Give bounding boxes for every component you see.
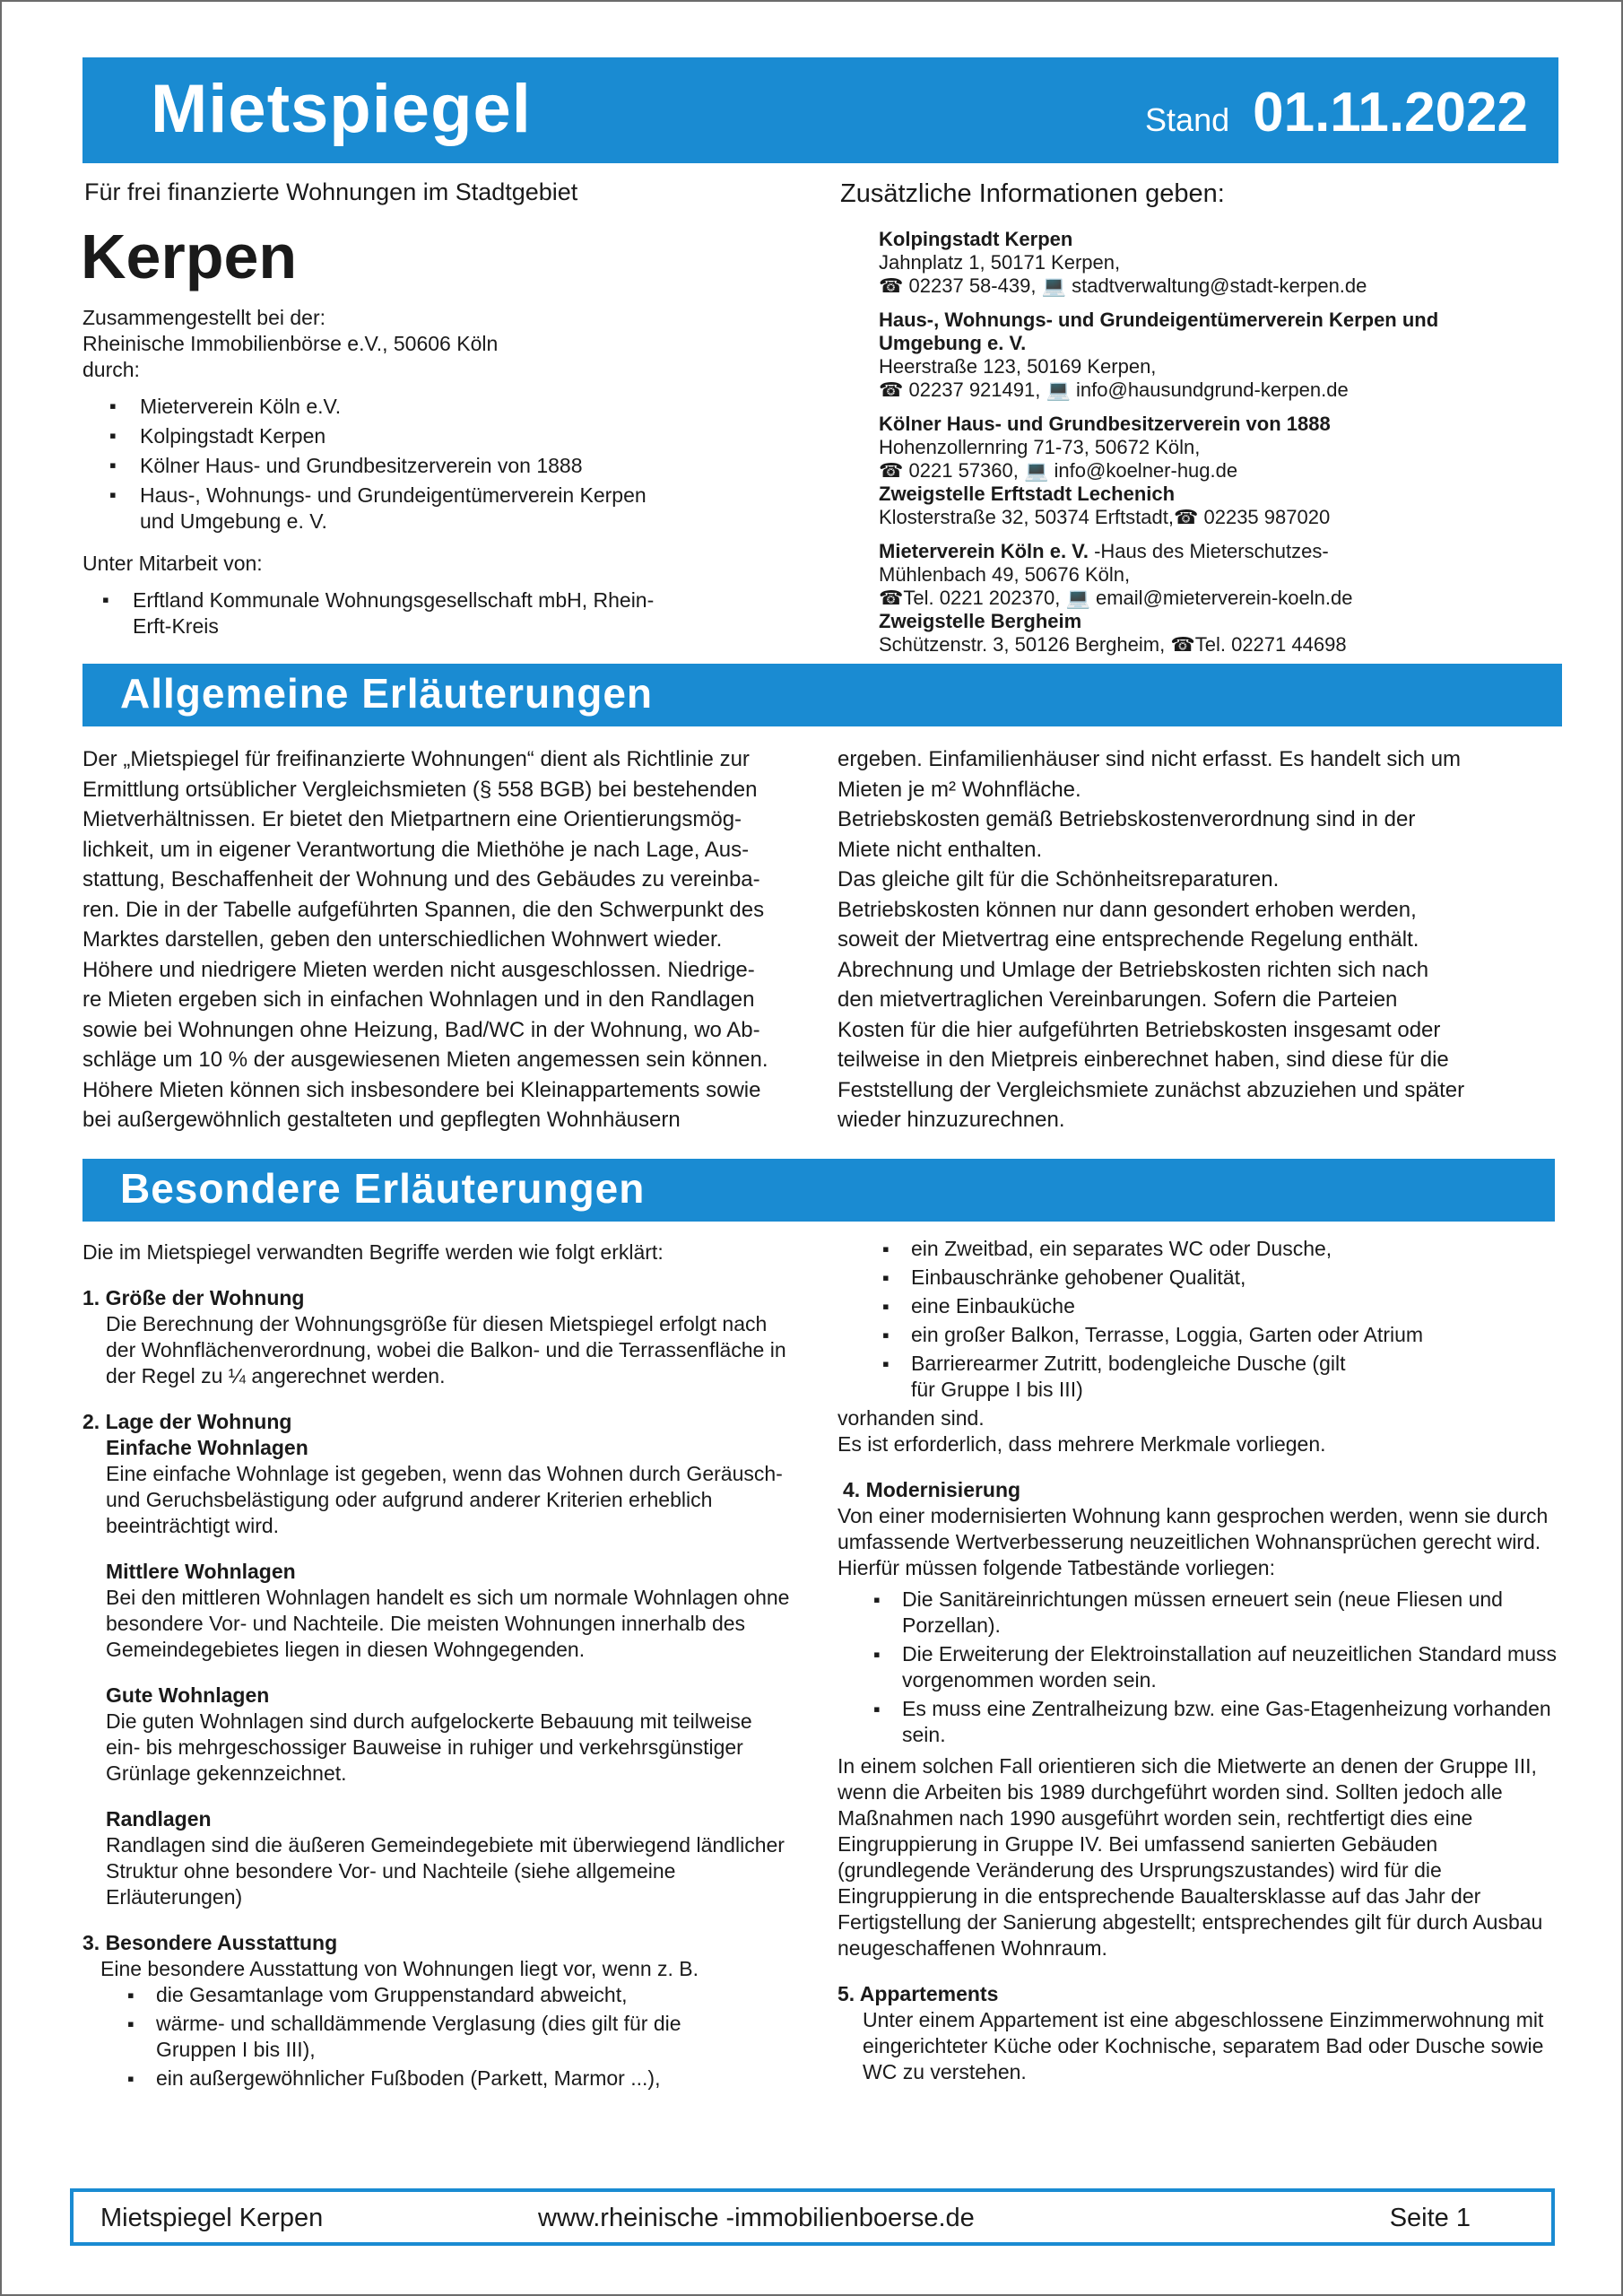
subtitle: Für frei finanzierte Wohnungen im Stadtgebiet: [84, 178, 578, 205]
phone-icon: ☎: [879, 378, 904, 401]
text-line: ren. Die in der Tabelle aufgeführten Spannen, die den Schwerpunkt des: [82, 897, 765, 922]
section-text: vorhanden sind.: [838, 1406, 985, 1430]
section-title: 5. Appartements: [838, 1982, 999, 2005]
subsection-title: Mittlere Wohnlagen: [106, 1560, 296, 1583]
list-item: ▪ ein außergewöhnlicher Fußboden (Parkett, Marmor ...),: [127, 2066, 692, 2092]
phone-icon: ☎: [879, 274, 904, 297]
branch-phone: 02235 987020: [1203, 506, 1331, 528]
computer-icon: 💻: [1065, 587, 1090, 609]
subsection-title: Gute Wohnlagen: [106, 1683, 270, 1707]
section-5: [838, 1981, 1560, 2085]
contact-phone: Tel. 0221 202370,: [903, 587, 1061, 609]
contact-name: Kölner Haus- und Grundbesitzerverein von 1888: [879, 413, 1331, 435]
text-line: Mieten je m² Wohnfläche.: [838, 777, 1081, 802]
text-line: Höhere und niedrigere Mieten werden nicht ausgeschlossen. Niedrige-: [82, 957, 755, 982]
list-item: ▪ Kölner Haus- und Grundbesitzerverein von 1888: [109, 453, 728, 479]
section-text: Die guten Wohnlagen sind durch aufgelockerte Bebauung mit teilweise ein- bis mehrgeschossiger Bauweise in ruhiger und verkehrsgünstiger Grünlage gekennzeichnet.: [106, 1709, 752, 1785]
section-3: [82, 1930, 791, 2092]
computer-icon: 💻: [1046, 378, 1071, 401]
list-item: ▪ Die Erweiterung der Elektroinstallation auf neuzeitlichen Standard muss vorgenommen worden sein.: [873, 1641, 1560, 1693]
section-text: Es ist erforderlich, dass mehrere Merkmale vorliegen.: [838, 1432, 1326, 1456]
computer-icon: 💻: [1041, 274, 1066, 297]
contact-email[interactable]: email@mieterverein-koeln.de: [1096, 587, 1353, 609]
list-item: ▪ wärme- und schalldämmende Verglasung (dies gilt für die Gruppen I bis III),: [127, 2011, 692, 2063]
branch-address: Klosterstraße 32, 50374 Erftstadt,: [879, 506, 1174, 528]
section-text: Bei den mittleren Wohnlagen handelt es sich um normale Wohnlagen ohne besondere Vor- und Nachteile. Die meisten Wohnungen innerhalb des Gemeindegebietes liegen in diesen Wohngegenden.: [106, 1586, 790, 1661]
contact-name: Kolpingstadt Kerpen: [879, 228, 1073, 250]
branch-address: Schützenstr. 3, 50126 Bergheim,: [879, 633, 1166, 656]
stand-date: 01.11.2022: [1253, 82, 1528, 144]
section-1: [82, 1285, 791, 1389]
text-line: lichkeit, um in eigener Verantwortung die Miethöhe je nach Lage, Aus-: [82, 837, 750, 862]
text-line: den mietvertraglichen Vereinbarungen. Sofern die Parteien: [838, 987, 1398, 1012]
list-item: ▪ Es muss eine Zentralheizung bzw. eine Gas-Etagenheizung vorhanden sein.: [873, 1696, 1560, 1748]
contact-address: Mühlenbach 49, 50676 Köln,: [879, 563, 1131, 586]
section-title: 2. Lage der Wohnung: [82, 1410, 292, 1433]
contact-name-suffix: -Haus des Mieterschutzes-: [1088, 540, 1329, 562]
besondere-intro: Die im Mietspiegel verwandten Begriffe werden wie folgt erklärt:: [82, 1240, 664, 1264]
contact-email[interactable]: info@hausundgrund-kerpen.de: [1076, 378, 1349, 401]
feature-list-continued: [838, 1236, 1560, 1403]
header-banner: [82, 57, 1558, 163]
document-title: Mietspiegel: [151, 71, 532, 147]
compiled-block: [82, 305, 728, 656]
text-line: teilweise in den Mietpreis einberechnet haben, sind diese für die: [838, 1048, 1449, 1072]
section-heading: Besondere Erläuterungen: [120, 1165, 646, 1212]
computer-icon: 💻: [1024, 459, 1049, 482]
section-banner-besondere: [82, 1159, 1555, 1222]
phone-icon: ☎: [1170, 633, 1195, 656]
contact-kolpingstadt: [879, 228, 1560, 298]
section-2: [82, 1409, 791, 1539]
section-title: 4. Modernisierung: [843, 1478, 1021, 1501]
list-item: ▪ Einbauschränke gehobener Qualität,: [882, 1265, 1560, 1291]
text-line: re Mieten ergeben sich in einfachen Wohnlagen und in den Randlagen: [82, 987, 755, 1012]
section-text: Die Berechnung der Wohnungsgröße für diesen Mietspiegel erfolgt nach der Wohnflächenverordnung, wobei die Balkon- und die Terrassenfläche in der Regel zu ¼ angerechnet werden.: [106, 1312, 786, 1387]
cooperation-label: Unter Mitarbeit von:: [82, 552, 263, 575]
text-line: Höhere Mieten können sich insbesondere bei Kleinappartements sowie: [82, 1077, 761, 1102]
text-line: Das gleiche gilt für die Schönheitsreparaturen.: [838, 867, 1280, 891]
contact-address: Hohenzollernring 71-73, 50672 Köln,: [879, 436, 1201, 458]
contacts-block: [879, 228, 1560, 667]
subsection-title: Randlagen: [106, 1807, 212, 1831]
section-2b: [82, 1559, 791, 1663]
branch-name: Zweigstelle Erftstadt Lechenich: [879, 483, 1176, 505]
list-item: ▪ Kolpingstadt Kerpen: [109, 423, 728, 449]
footer-page-number: Seite 1: [1389, 2204, 1471, 2232]
text-line: schläge um 10 % der ausgewiesenen Mieten angemessen sein können.: [82, 1048, 768, 1072]
stand-block: [1145, 81, 1528, 144]
info-heading: Zusätzliche Informationen geben:: [840, 179, 1225, 208]
by-list: [109, 394, 728, 535]
section-2d: [82, 1806, 791, 1910]
compiled-at: Rheinische Immobilienbörse e.V., 50606 Köln: [82, 332, 499, 355]
contact-mieterverein: [879, 540, 1560, 657]
contact-address: Jahnplatz 1, 50171 Kerpen,: [879, 251, 1121, 274]
text-line: wieder hinzuzurechnen.: [838, 1108, 1065, 1132]
list-item: ▪ eine Einbauküche: [882, 1293, 1560, 1319]
phone-icon: ☎: [879, 459, 904, 482]
text-line: Mietverhältnissen. Er bietet den Mietpartnern eine Orientierungsmög-: [82, 807, 742, 831]
contact-phone: 02237 921491,: [908, 378, 1041, 401]
section-text: Randlagen sind die äußeren Gemeindegebiete mit überwiegend ländlicher Struktur ohne besondere Vor- und Nachteile (siehe allgemeine Erläuterungen): [106, 1833, 785, 1909]
list-item: ▪ Barrierearmer Zutritt, bodengleiche Dusche (gilt für Gruppe I bis III): [882, 1351, 1349, 1403]
section-text: Von einer modernisierten Wohnung kann gesprochen werden, wenn sie durch umfassende Wertverbesserung neuzeitlichen Wohnansprüchen gerecht wird. Hierfür müssen folgende Tatbestände vorliegen:: [838, 1504, 1549, 1579]
text-line: Der „Mietspiegel für freifinanzierte Wohnungen“ dient als Richtlinie zur: [82, 747, 750, 771]
contact-name: Haus-, Wohnungs- und Grundeigentümerverein Kerpen und Umgebung e. V.: [879, 309, 1439, 354]
section-text: Eine besondere Ausstattung von Wohnungen liegt vor, wenn z. B.: [100, 1957, 699, 1980]
text-line: sowie bei Wohnungen ohne Heizung, Bad/WC in der Wohnung, wo Ab-: [82, 1017, 760, 1042]
section-text: Unter einem Appartement ist eine abgeschlossene Einzimmerwohnung mit eingerichteter Küche oder Kochnische, separatem Bad oder Dusche sowie WC zu verstehen.: [863, 2008, 1544, 2083]
list-item: ▪ Haus-, Wohnungs- und Grundeigentümerverein Kerpen und Umgebung e. V.: [109, 483, 647, 535]
text-line: Miete nicht enthalten.: [838, 837, 1043, 862]
contact-email[interactable]: stadtverwaltung@stadt-kerpen.de: [1072, 274, 1367, 297]
text-line: bei außergewöhnlich gestalteten und gepflegten Wohnhäusern: [82, 1108, 681, 1132]
text-line: ergeben. Einfamilienhäuser sind nicht erfasst. Es handelt sich um: [838, 747, 1462, 771]
by-label: durch:: [82, 358, 140, 381]
stand-label: Stand: [1145, 101, 1230, 138]
cooperation-list: [102, 587, 728, 639]
text-line: Betriebskosten gemäß Betriebskostenverordnung sind in der: [838, 807, 1416, 831]
list-item: ▪ Mieterverein Köln e.V.: [109, 394, 728, 420]
text-line: Kosten für die hier aufgeführten Betriebskosten insgesamt oder: [838, 1017, 1441, 1042]
besondere-left-column: [82, 1239, 791, 2094]
section-2c: [82, 1683, 791, 1787]
section-4: [838, 1477, 1560, 1961]
contact-name: Mieterverein Köln e. V.: [879, 540, 1089, 562]
text-line: Ermittlung ortsüblicher Vergleichsmieten (§ 558 BGB) bei bestehenden: [82, 777, 758, 802]
besondere-right-column: [838, 1236, 1560, 2085]
text-line: Marktes darstellen, geben den unterschiedlichen Wohnwert wieder.: [82, 927, 723, 952]
text-line: Feststellung der Vergleichsmiete zunächst abzuziehen und später: [838, 1077, 1465, 1102]
section-text: Eine einfache Wohnlage ist gegeben, wenn das Wohnen durch Geräusch- und Geruchsbelästigung oder aufgrund anderer Kriterien erheblich beeinträchtigt wird.: [106, 1462, 783, 1537]
allgemeine-right-column: [838, 744, 1555, 1135]
allgemeine-left-column: [82, 744, 818, 1135]
contact-haus-und-grund: [879, 309, 1560, 402]
contact-phone: 0221 57360,: [908, 459, 1019, 482]
phone-icon: ☎: [879, 587, 904, 609]
phone-icon: ☎: [1173, 506, 1199, 528]
footer-left: Mietspiegel Kerpen: [100, 2204, 324, 2232]
city-title: Kerpen: [81, 222, 298, 291]
list-item: ▪ ein großer Balkon, Terrasse, Loggia, Garten oder Atrium: [882, 1322, 1560, 1348]
feature-list: [82, 1982, 692, 2092]
section-title: 1. Größe der Wohnung: [82, 1286, 305, 1309]
text-line: Betriebskosten können nur dann gesondert erhoben werden,: [838, 897, 1417, 922]
section-banner-allgemeine: [82, 664, 1562, 726]
footer-url[interactable]: www.rheinische -immobilienboerse.de: [538, 2204, 975, 2232]
section-text: In einem solchen Fall orientieren sich die Mietwerte an denen der Gruppe III, wenn die Arbeiten bis 1989 durchgeführt worden sind. Sollten jedoch alle Maßnahmen nach 1990 ausgeführt worden sein, rechtfertigt dies eine Eingruppierung in Gruppe IV. Bei umfassend sanierten Gebäuden (grundlegende Veränderung des Ursprungszustandes) wird für die Eingruppierung in die entsprechende Baualtersklasse auf das Jahr der Fertigstellung der Sanierung abgestellt; entsprechendes gilt für durch Ausbau neugeschaffenen Wohnraum.: [838, 1754, 1543, 1960]
contact-phone: 02237 58-439,: [908, 274, 1037, 297]
text-line: stattung, Beschaffenheit der Wohnung und des Gebäudes zu vereinba-: [82, 867, 760, 891]
subsection-title: Einfache Wohnlagen: [106, 1436, 308, 1459]
compiled-at-label: Zusammengestellt bei der:: [82, 306, 326, 329]
text-line: Abrechnung und Umlage der Betriebskosten richten sich nach: [838, 957, 1429, 982]
list-item: ▪ Erftland Kommunale Wohnungsgesellschaft mbH, Rhein-Erft-Kreis: [102, 587, 676, 639]
list-item: ▪ Die Sanitäreinrichtungen müssen erneuert sein (neue Fliesen und Porzellan).: [873, 1587, 1560, 1639]
section-title: 3. Besondere Ausstattung: [82, 1931, 338, 1954]
contact-email[interactable]: info@koelner-hug.de: [1054, 459, 1238, 482]
section-heading: Allgemeine Erläuterungen: [120, 670, 654, 717]
branch-name: Zweigstelle Bergheim: [879, 610, 1082, 632]
modernisation-list: [838, 1587, 1560, 1748]
contact-address: Heerstraße 123, 50169 Kerpen,: [879, 355, 1157, 378]
page-footer: [70, 2188, 1555, 2246]
list-item: ▪ die Gesamtanlage vom Gruppenstandard abweicht,: [127, 1982, 692, 2008]
branch-phone: Tel. 02271 44698: [1194, 633, 1347, 656]
text-line: soweit der Mietvertrag eine entsprechende Regelung enthält.: [838, 927, 1419, 952]
contact-koelner-hug: [879, 413, 1560, 529]
list-item: ▪ ein Zweitbad, ein separates WC oder Dusche,: [882, 1236, 1560, 1262]
